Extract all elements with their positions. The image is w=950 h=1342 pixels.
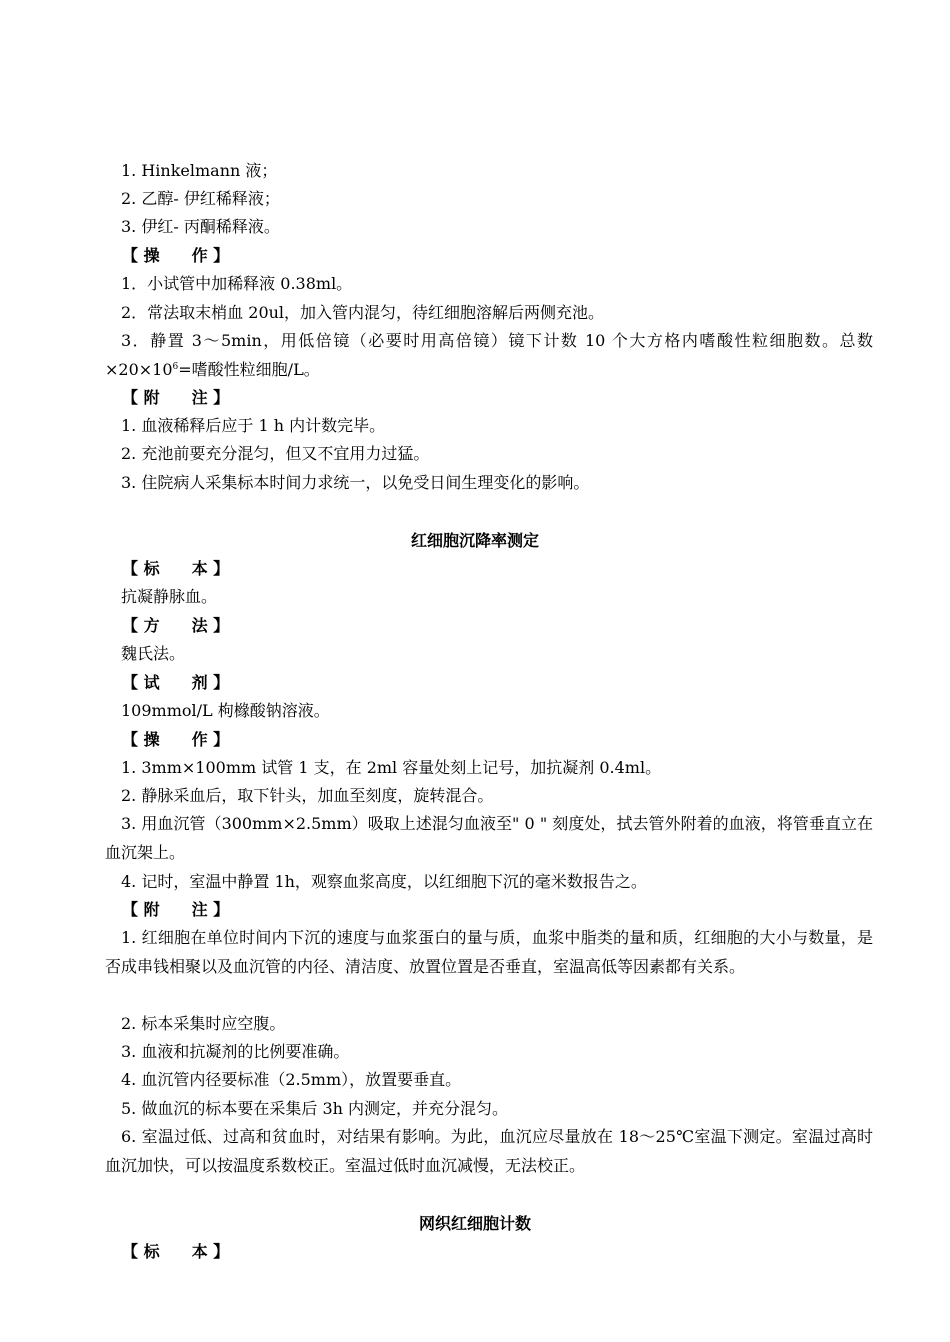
specimen-heading: 【 标 本 】 (122, 559, 230, 578)
note-item: 6. 室温过低、过高和贫血时，对结果有影响。为此，血沉应尽量放在 18～25℃室温下测定。室温过高时血沉加快，可以按温度系数校正。室温过低时血沉减慢，无法校正。 (105, 1127, 873, 1175)
reagent-item: 3. 伊红- 丙酮稀释液。 (121, 217, 280, 236)
operation-step: 1. 3mm×100mm 试管 1 支，在 2ml 容量处刻上记号，加抗凝剂 0.4ml。 (121, 758, 662, 777)
note-item: 4. 血沉管内径要标准（2.5mm），放置要垂直。 (121, 1070, 462, 1089)
note-item: 1. 血液稀释后应于 1 h 内计数完毕。 (121, 416, 386, 435)
operation-step: 1．小试管中加稀释液 0.38ml。 (121, 274, 353, 293)
specimen-text: 抗凝静脉血。 (121, 587, 218, 606)
note-item: 3. 住院病人采集标本时间力求统一，以免受日间生理变化的影响。 (121, 473, 590, 492)
notes-heading: 【 附 注 】 (122, 388, 230, 407)
operation-step: 4. 记时，室温中静置 1h，观察血浆高度，以红细胞下沉的毫米数报告之。 (121, 872, 647, 891)
note-item: 5. 做血沉的标本要在采集后 3h 内测定，并充分混匀。 (121, 1099, 509, 1118)
note-item: 2. 充池前要充分混匀，但又不宜用力过猛。 (121, 444, 430, 463)
section-title: 红细胞沉降率测定 (410, 531, 539, 550)
method-text: 魏氏法。 (121, 644, 186, 663)
note-item: 3. 血液和抗凝剂的比例要准确。 (121, 1042, 350, 1061)
operation-heading: 【 操 作 】 (122, 730, 230, 749)
specimen-heading: 【 标 本 】 (122, 1242, 230, 1261)
note-item: 2. 标本采集时应空腹。 (121, 1014, 286, 1033)
reagent-item: 2. 乙醇- 伊红稀释液； (121, 189, 280, 208)
step3-text: 3．静置 3～5min，用低倍镜（必要时用高倍镜）镜下计数 10 个大方格内嗜酸性粒细胞数。总数×20×10 (105, 331, 873, 379)
note-item: 1. 红细胞在单位时间内下沉的速度与血浆蛋白的量与质，血浆中脂类的量和质，红细胞的大小与数量，是否成串钱相聚以及血沉管的内径、清洁度、放置位置是否垂直，室温高低等因素都有关系。 (105, 928, 873, 976)
step3-text-end: =嗜酸性粒细胞/L。 (178, 359, 320, 379)
exponent: 6 (172, 361, 179, 372)
operation-step: 3. 用血沉管（300mm×2.5mm）吸取上述混匀血液至" 0 " 刻度处，拭去管外附着的血液，将管垂直立在血沉架上。 (105, 814, 873, 862)
notes-heading: 【 附 注 】 (122, 900, 230, 919)
operation-step-3 (105, 327, 873, 384)
reagent-heading: 【 试 剂 】 (122, 673, 230, 692)
operation-step: 2. 静脉采血后，取下针头，加血至刻度，旋转混合。 (121, 786, 494, 805)
operation-heading: 【 操 作 】 (122, 246, 230, 265)
reagent-text: 109mmol/L 枸橼酸钠溶液。 (121, 701, 330, 720)
method-heading: 【 方 法 】 (122, 616, 230, 635)
section-title: 网织红细胞计数 (418, 1214, 531, 1233)
reagent-item: 1. Hinkelmann 液； (121, 161, 278, 180)
operation-step: 2．常法取末梢血 20ul，加入管内混匀，待红细胞溶解后两侧充池。 (121, 303, 605, 322)
